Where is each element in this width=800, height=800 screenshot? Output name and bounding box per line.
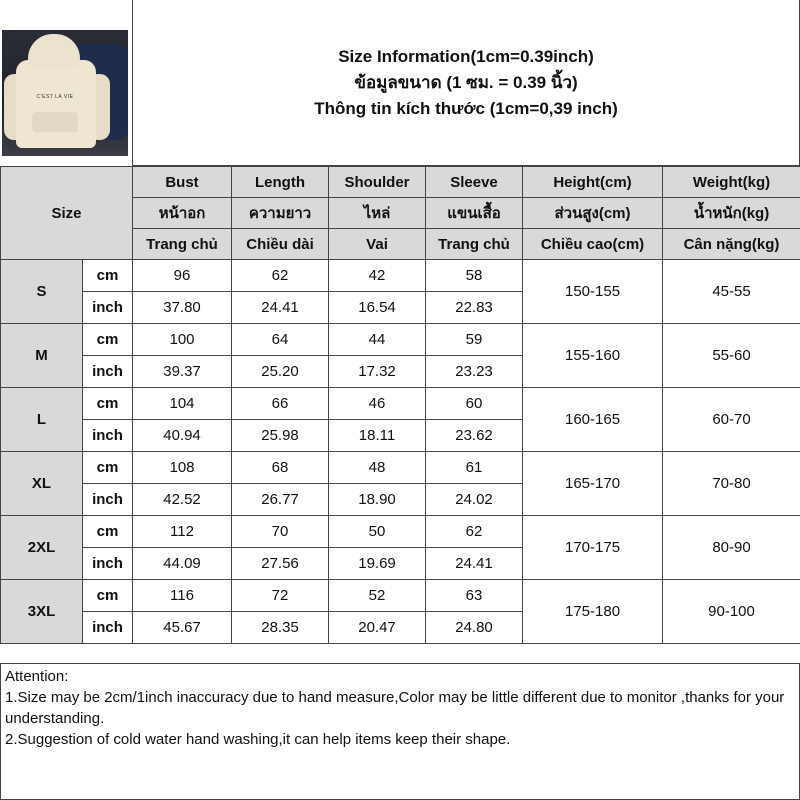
inch-value: 23.23	[426, 356, 523, 388]
inch-value: 28.35	[232, 612, 329, 644]
height-range: 155-160	[523, 324, 663, 388]
hoodie-print-text: C'EST LA VIE	[36, 94, 74, 100]
cm-value: 66	[232, 388, 329, 420]
column-header: Height(cm)	[523, 167, 663, 198]
title-english: Size Information(1cm=0.39inch)	[338, 46, 594, 66]
cm-value: 72	[232, 580, 329, 612]
cm-value: 104	[133, 388, 232, 420]
inch-value: 20.47	[329, 612, 426, 644]
inch-value: 44.09	[133, 548, 232, 580]
inch-value: 18.11	[329, 420, 426, 452]
column-header: ไหล่	[329, 198, 426, 229]
cm-value: 59	[426, 324, 523, 356]
size-label: 3XL	[1, 580, 83, 644]
inch-value: 45.67	[133, 612, 232, 644]
cm-value: 112	[133, 516, 232, 548]
column-header: แขนเสื้อ	[426, 198, 523, 229]
size-label: S	[1, 260, 83, 324]
column-header: Bust	[133, 167, 232, 198]
cm-value: 108	[133, 452, 232, 484]
title-box	[132, 0, 800, 166]
column-header: น้ำหนัก(kg)	[663, 198, 800, 229]
cm-value: 62	[232, 260, 329, 292]
weight-range: 60-70	[663, 388, 800, 452]
cm-value: 96	[133, 260, 232, 292]
cm-value: 62	[426, 516, 523, 548]
height-range: 160-165	[523, 388, 663, 452]
attention-line-1: 1.Size may be 2cm/1inch inaccuracy due to hand measure,Color may be little different due to monitor ,thanks for your understanding.	[5, 689, 785, 727]
unit-inch: inch	[83, 484, 133, 516]
inch-value: 24.80	[426, 612, 523, 644]
size-table	[0, 166, 800, 644]
inch-value: 24.41	[232, 292, 329, 324]
column-header: Weight(kg)	[663, 167, 800, 198]
unit-cm: cm	[83, 324, 133, 356]
column-header: ส่วนสูง(cm)	[523, 198, 663, 229]
cm-value: 52	[329, 580, 426, 612]
inch-value: 39.37	[133, 356, 232, 388]
column-header: ความยาว	[232, 198, 329, 229]
cm-value: 58	[426, 260, 523, 292]
weight-range: 70-80	[663, 452, 800, 516]
cm-value: 42	[329, 260, 426, 292]
size-heading: Size	[1, 167, 133, 260]
attention-heading: Attention:	[5, 668, 69, 685]
cm-value: 60	[426, 388, 523, 420]
inch-value: 19.69	[329, 548, 426, 580]
cm-value: 63	[426, 580, 523, 612]
inch-value: 17.32	[329, 356, 426, 388]
size-label: L	[1, 388, 83, 452]
inch-value: 22.83	[426, 292, 523, 324]
header	[0, 0, 800, 166]
table-row	[1, 388, 800, 420]
column-header: Sleeve	[426, 167, 523, 198]
height-range: 165-170	[523, 452, 663, 516]
cm-value: 64	[232, 324, 329, 356]
table-row	[1, 516, 800, 548]
unit-inch: inch	[83, 356, 133, 388]
inch-value: 40.94	[133, 420, 232, 452]
cm-value: 116	[133, 580, 232, 612]
height-range: 150-155	[523, 260, 663, 324]
hoodie-body-shape	[16, 60, 96, 148]
inch-value: 18.90	[329, 484, 426, 516]
size-label: XL	[1, 452, 83, 516]
unit-cm: cm	[83, 388, 133, 420]
inch-value: 25.98	[232, 420, 329, 452]
cm-value: 70	[232, 516, 329, 548]
unit-cm: cm	[83, 580, 133, 612]
inch-value: 27.56	[232, 548, 329, 580]
attention-note	[0, 663, 800, 800]
column-header: Vai	[329, 229, 426, 260]
column-header: Trang chủ	[133, 229, 232, 260]
unit-cm: cm	[83, 452, 133, 484]
cm-value: 61	[426, 452, 523, 484]
column-header: หน้าอก	[133, 198, 232, 229]
cm-value: 100	[133, 324, 232, 356]
column-header: Shoulder	[329, 167, 426, 198]
product-photo	[2, 30, 128, 156]
unit-cm: cm	[83, 516, 133, 548]
inch-value: 42.52	[133, 484, 232, 516]
attention-line-2: 2.Suggestion of cold water hand washing,it can help items keep their shape.	[5, 731, 511, 748]
column-header: Length	[232, 167, 329, 198]
unit-inch: inch	[83, 548, 133, 580]
inch-value: 24.41	[426, 548, 523, 580]
table-row	[1, 324, 800, 356]
inch-value: 23.62	[426, 420, 523, 452]
cm-value: 68	[232, 452, 329, 484]
cm-value: 46	[329, 388, 426, 420]
column-header: Chiều cao(cm)	[523, 229, 663, 260]
inch-value: 24.02	[426, 484, 523, 516]
size-label: 2XL	[1, 516, 83, 580]
inch-value: 16.54	[329, 292, 426, 324]
header-row-en	[1, 167, 800, 198]
column-header: Cân nặng(kg)	[663, 229, 800, 260]
weight-range: 90-100	[663, 580, 800, 644]
height-range: 175-180	[523, 580, 663, 644]
weight-range: 45-55	[663, 260, 800, 324]
cm-value: 50	[329, 516, 426, 548]
height-range: 170-175	[523, 516, 663, 580]
unit-cm: cm	[83, 260, 133, 292]
cm-value: 48	[329, 452, 426, 484]
column-header: Chiều dài	[232, 229, 329, 260]
column-header: Trang chủ	[426, 229, 523, 260]
unit-inch: inch	[83, 292, 133, 324]
unit-inch: inch	[83, 612, 133, 644]
inch-value: 25.20	[232, 356, 329, 388]
pocket-shape	[32, 112, 78, 132]
title-thai: ข้อมูลขนาด (1 ซม. = 0.39 นิ้ว)	[354, 72, 578, 92]
title-vietnamese: Thông tin kích thước (1cm=0,39 inch)	[314, 98, 618, 118]
inch-value: 26.77	[232, 484, 329, 516]
table-row	[1, 452, 800, 484]
weight-range: 80-90	[663, 516, 800, 580]
table-row	[1, 580, 800, 612]
inch-value: 37.80	[133, 292, 232, 324]
weight-range: 55-60	[663, 324, 800, 388]
size-label: M	[1, 324, 83, 388]
unit-inch: inch	[83, 420, 133, 452]
cm-value: 44	[329, 324, 426, 356]
table-row	[1, 260, 800, 292]
hood-shape	[28, 34, 80, 68]
